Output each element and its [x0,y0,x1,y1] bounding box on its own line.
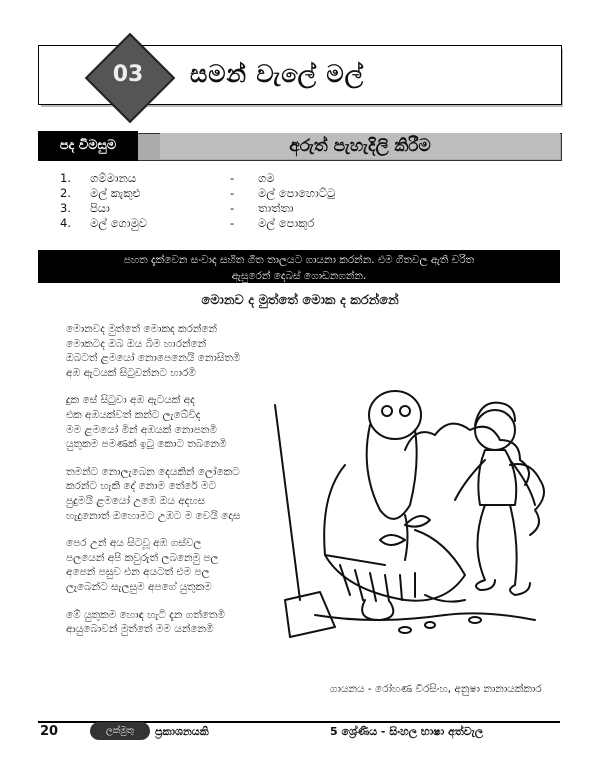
poem-line: හැදුනොත් ඔහොමට උඹට ම වෙයි දොස [66,509,241,522]
illustration-grandfather-planting [255,375,555,660]
stanza [66,322,240,380]
hoe-blade [285,592,335,637]
publisher-logo: ලක්මුතු [90,722,150,740]
poem-line: මේ යුතුකම හොඳ හැටි දැන ගත්තෙමි [66,608,225,621]
item-number: 1. [60,171,71,185]
item-dash: - [230,216,235,230]
boy-head [475,410,515,450]
poem-line: ලැබෙන්ට සැලසුම අපගේ යුතුකම [66,580,212,593]
lesson-title: සමන් වැලේ මල් [190,60,364,88]
poem-body [66,322,240,650]
item-meaning: මල් පොකුර [258,216,315,230]
boy-body [478,450,516,505]
item-number: 3. [60,201,71,215]
stanza [66,393,240,451]
poem-line: පෙර උන් අය සිටවූ අඹ ගස්වල [66,537,202,550]
poem-line: කරන්ට හැකි දේ නොම තේරේ මට [66,480,217,493]
song-credit: ගායනය - රෝහණ වීරසිංහ, අනුෂා නානායක්කාර [330,683,542,695]
ground [315,613,535,620]
list-item [60,201,335,216]
item-meaning: තාත්තා [258,201,294,215]
item-word: මල් ගොමුව [90,216,148,230]
poem-line: පලයෙන් අපි කවුරුත් ලබනෙමු පල [66,551,219,564]
grade-subject: 5 ශ්‍රේණිය - සිංහල භාෂා අත්වැල [330,725,484,738]
item-meaning: ගම [258,171,275,185]
boy-hair [475,403,515,425]
boy-arm [510,460,535,505]
boy-leg [510,505,530,595]
publisher-text: ප්‍රකාශනයකි [155,725,209,738]
hoe-handle [275,405,300,600]
poem-line: යුතුකම පමණක් ඉටු කොට තබනෙමි [66,438,227,451]
section-label: පද විමසුම [38,131,138,161]
poem-line: මම ළමයෝ මින් අඹයක් නොපතමි [66,423,217,436]
item-dash: - [230,201,235,215]
item-word: පියා [90,201,110,215]
list-item [60,171,335,186]
poem-line: මොකටද ඔබ ඔය බිම හාරන්නේ [66,337,207,350]
item-number: 4. [60,216,71,230]
item-word: ගම්මානය [90,171,137,185]
vocabulary-list [60,171,335,231]
poem-line: එක අඹයක්වත් කන්ට ලැබේවිද [66,408,201,421]
sapling [380,515,430,560]
old-man-shirt [324,465,385,565]
old-man-head [369,391,421,439]
instruction-box [38,250,560,283]
old-man-foot [362,600,393,620]
poem-line: තමන්ට නොලැබෙන දෙයකින් ලෝකෙට [66,465,240,478]
section-title: අරුත් පැහැදිලි කිරීම [160,133,560,159]
poem-line: මොනවද මුත්තේ මොකද කරන්නේ [66,323,218,335]
bush [405,424,529,485]
old-man-foot [425,595,465,602]
instruction-line-1: පහත දැක්වෙන සංවාද සහිත ගීත තාලයට ගායනා කරන්න. එම ගීතවල ඇති චරිත [123,254,475,266]
item-dash: - [230,186,235,200]
stanza [66,536,240,594]
poem-line: ආයුබොවන් මුත්තේ මම යන්නෙමි [66,623,214,636]
poem-title: මොනව ද මුත්තේ මොක ද කරන්නේ [201,293,399,308]
item-meaning: මල් පොහොට්ටු [258,186,336,200]
poem-line: අපෙන් පසුව එන අයටත් එම පල [66,566,210,579]
poem-line: ඔබටත් ළමයෝ නොපෙනෙයි නොසිතමි [66,352,241,365]
poem-line: දුක සේ සිටුවා අඹ ඇටයක් අද [66,394,195,407]
item-word: මල් කැකුළු [90,186,141,200]
item-dash: - [230,171,235,185]
item-number: 2. [60,186,71,200]
stanza [66,465,240,523]
old-man-sarong [325,530,465,601]
poem-line: අඹ ඇටයක් සිටුවන්නට හාරමි [66,366,196,379]
instruction-line-2: ඇසුරෙන් දෙබස් ගොඩනගන්න. [231,270,367,282]
stanza [66,608,240,637]
boy-leg [476,505,495,590]
boy-arm [455,460,485,500]
page-number: 20 [40,724,59,739]
lesson-number: 03 [112,62,144,87]
list-item [60,186,335,201]
list-item [60,216,335,231]
poem-line: පුදුමයි ළමයෝ උඹෙ ඔය අදහස [66,494,206,507]
